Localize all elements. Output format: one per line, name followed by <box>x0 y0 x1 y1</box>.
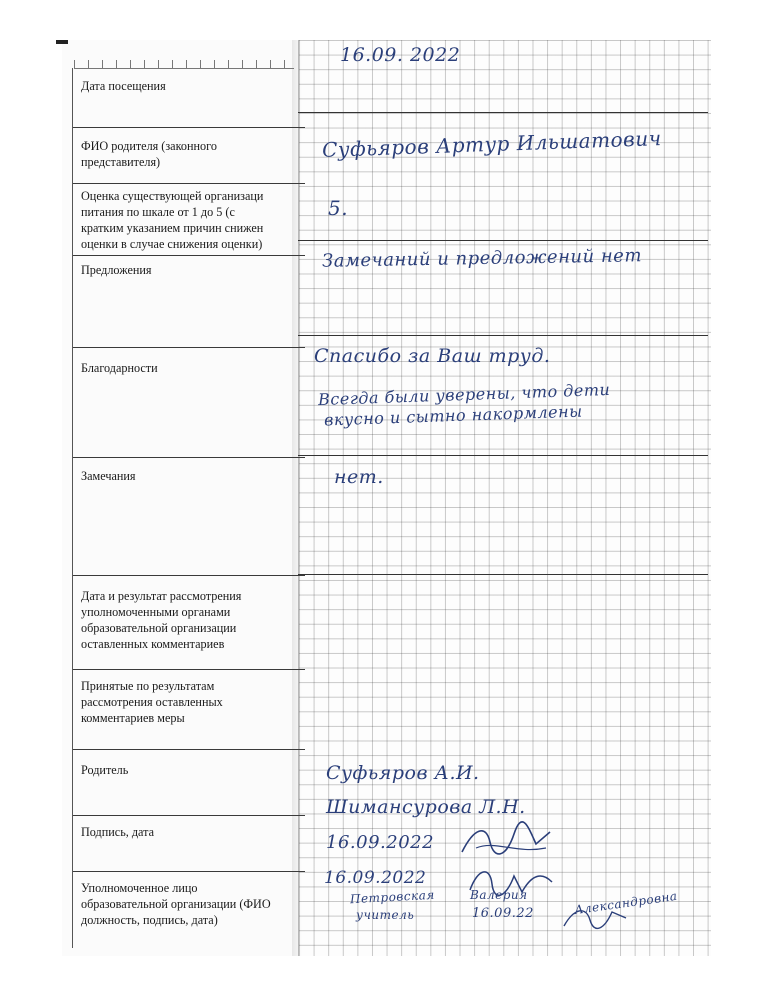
handwritten-visit-date: 16.09. 2022 <box>340 44 461 66</box>
label-measures: Принятые по результатам рассмотрения оставленных комментариев меры <box>81 679 223 725</box>
feedback-form-table <box>72 68 299 948</box>
form-row-visit-date <box>73 68 305 128</box>
form-row-gratitude <box>73 348 305 458</box>
handwritten-gratitude-line2: Всегда были уверены, что дети <box>317 379 611 410</box>
label-suggestions: Предложения <box>81 263 152 277</box>
row-divider <box>298 455 708 456</box>
handwritten-parent-line1: Суфьяров А.И. <box>326 762 480 784</box>
label-authorized-person: Уполномоченное лицо образовательной организации (ФИО должность, подпись, дата) <box>81 881 271 927</box>
label-parent: Родитель <box>81 763 129 777</box>
official-signature-2 <box>560 900 630 934</box>
label-signature-date: Подпись, дата <box>81 825 155 839</box>
label-gratitude: Благодарности <box>81 361 158 375</box>
handwritten-parent-name: Суфьяров Артур Ильшатович <box>321 126 662 162</box>
label-parent-name: ФИО родителя (законного представителя) <box>81 139 217 169</box>
row-divider <box>298 240 708 241</box>
label-visit-date: Дата посещения <box>81 79 166 93</box>
handwritten-official-date: 16.09.2022 <box>324 868 427 888</box>
row-divider <box>298 574 708 575</box>
handwritten-gratitude-line1: Спасибо за Ваш труд. <box>314 345 551 367</box>
form-row-signature-date <box>73 816 305 872</box>
handwritten-signature-date: 16.09.2022 <box>326 832 435 853</box>
form-row-parent <box>73 750 305 816</box>
form-row-remarks <box>73 458 305 576</box>
handwritten-official-surname: Петровская <box>349 887 436 907</box>
handwritten-official-date-short: 16.09.22 <box>472 906 534 921</box>
handwritten-suggestions: Замечаний и предложений нет <box>321 245 643 272</box>
label-remarks: Замечания <box>81 469 136 483</box>
label-review-result: Дата и результат рассмотрения уполномоченными органами образовательной организации оставленных комментариев <box>81 589 242 651</box>
handwritten-remarks: нет. <box>334 466 384 488</box>
handwritten-official-firstname: Валерия <box>470 888 528 902</box>
handwritten-official-patronymic: Александровна <box>573 888 679 918</box>
form-row-measures <box>73 670 305 750</box>
corner-mark <box>56 40 68 44</box>
form-row-suggestions <box>73 256 305 348</box>
label-rating: Оценка существующей организаци питания по шкале от 1 до 5 (с кратким указанием причин снижен оценки в случае снижения оценки) <box>81 189 264 251</box>
form-row-parent-name <box>73 128 305 184</box>
form-row-review-result <box>73 576 305 670</box>
official-signature <box>462 862 558 902</box>
row-divider <box>298 335 708 336</box>
handwritten-rating: 5. <box>328 196 349 220</box>
handwritten-gratitude-line3: вкусно и сытно накормлены <box>323 401 583 430</box>
form-row-rating <box>73 184 305 256</box>
handwritten-parent-line2: Шимансурова Л.Н. <box>326 796 526 818</box>
handwritten-official-position: учитель <box>356 908 415 922</box>
form-row-authorized-person <box>73 872 305 948</box>
row-divider <box>298 112 708 113</box>
parent-signature <box>456 818 556 864</box>
